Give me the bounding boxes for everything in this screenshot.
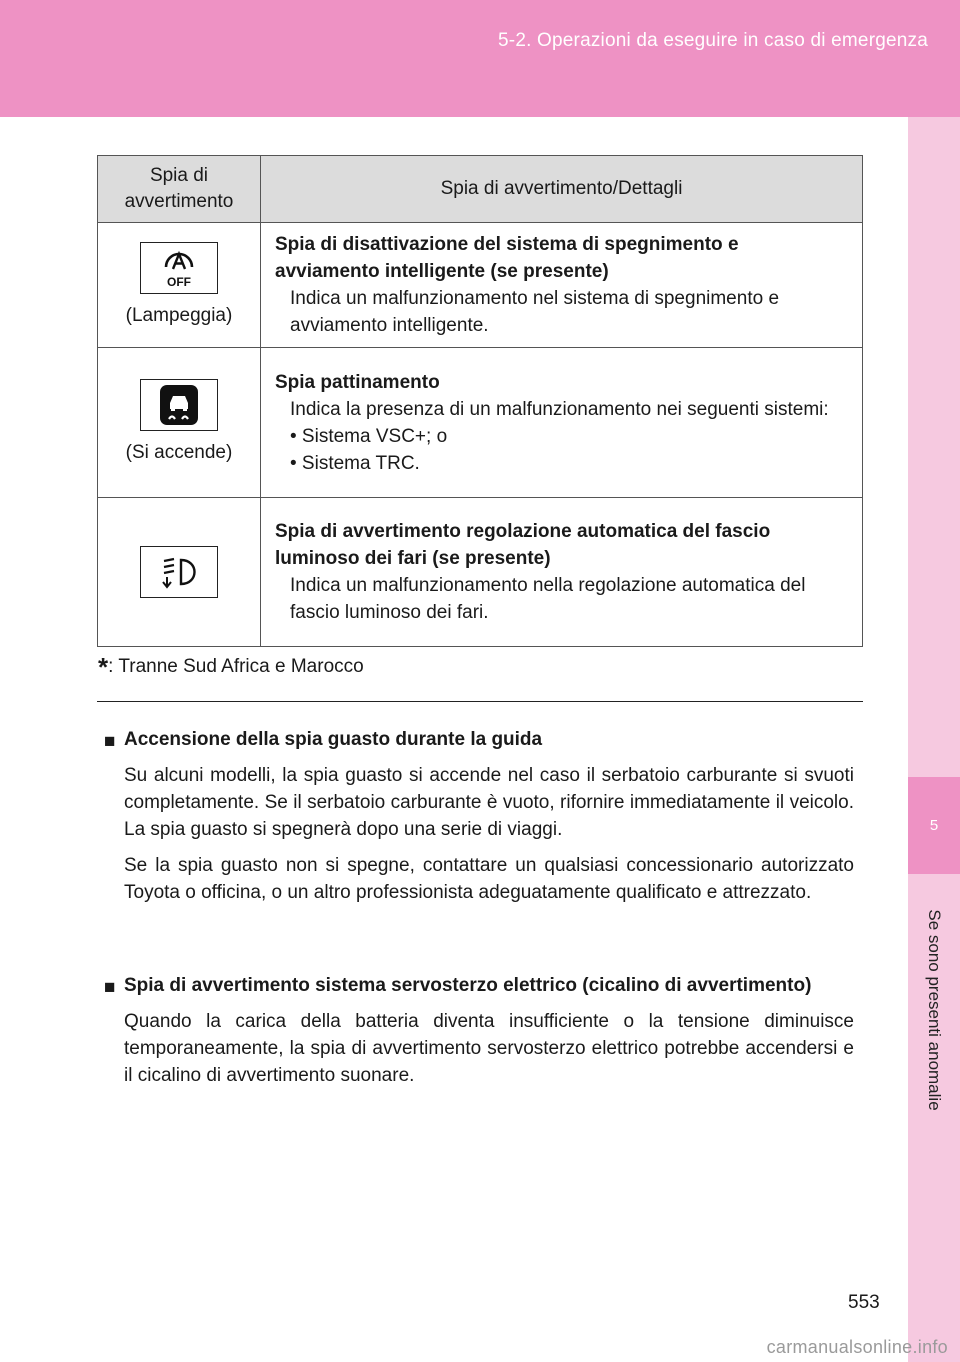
side-chapter-label: Se sono presenti anomalie — [925, 909, 944, 1111]
row-description: Indica un malfunzionamento nel sistema di spegnimento e avviamento intelligente. — [290, 288, 780, 336]
row-bullet: • Sistema VSC+; o — [290, 425, 448, 447]
row-description: Indica un malfunzionamento nella regolazione automatica del fascio luminoso dei fari. — [290, 575, 806, 623]
status-label: (Lampeggia) — [125, 304, 233, 326]
table-detail-cell — [261, 348, 863, 498]
table-detail-cell — [261, 498, 863, 647]
slip-indicator-icon — [140, 379, 218, 431]
table-header-row — [98, 156, 863, 223]
section-divider — [97, 701, 863, 702]
table-row — [98, 348, 863, 498]
table-detail-cell — [261, 223, 863, 348]
warning-lights-table — [97, 155, 863, 647]
section-title: Accensione della spia guasto durante la guida — [124, 729, 543, 750]
watermark: carmanualsonline.info — [766, 1337, 948, 1357]
table-footnote — [98, 652, 364, 683]
row-title: Spia di avvertimento regolazione automatica del fascio luminoso dei fari (se presente) — [275, 521, 771, 569]
page-number: 553 — [848, 1292, 880, 1313]
footnote-star: * — [98, 652, 109, 682]
section-paragraph: Quando la carica della batteria diventa insufficiente o la tensione diminuisce temporaneamente, la spia di avvertimento servosterzo elettrico potrebbe accendersi e il cicalino di avvertimento suonare. — [124, 1011, 854, 1086]
table-header-details-col: Spia di avvertimento/Dettagli — [261, 156, 863, 223]
square-bullet-icon: ■ — [104, 731, 116, 752]
section-power-steering — [104, 972, 854, 1089]
row-description: Indica la presenza di un malfunzionamento nei seguenti sistemi: — [290, 398, 829, 420]
status-label: (Si accende) — [125, 442, 233, 463]
table-header-icon-col: Spia di avvertimento — [98, 156, 261, 223]
section-paragraph: Su alcuni modelli, la spia guasto si accende nel caso il serbatoio carburante si svuoti completamente. Se il serbatoio carburante è vuoto, rifornire immediatamente il veicolo. La spia guasto si spegnerà dopo una serie di viaggi. — [124, 765, 854, 840]
chapter-title: 5-2. Operazioni da eseguire in caso di emergenza — [498, 30, 928, 51]
off-label: OFF — [167, 274, 191, 289]
table-row — [98, 223, 863, 348]
section-heading — [104, 972, 854, 999]
table-icon-cell — [98, 498, 261, 647]
section-paragraph: Se la spia guasto non si spegne, contattare un qualsiasi concessionario autorizzato Toyota o officina, o un altro professionista adeguatamente qualificato e attrezzato. — [124, 855, 854, 903]
footnote-text: : Tranne Sud Africa e Marocco — [108, 656, 364, 677]
table-icon-cell — [98, 348, 261, 498]
table-row — [98, 498, 863, 647]
row-bullet: • Sistema TRC. — [290, 452, 420, 474]
section-check-engine — [104, 726, 854, 906]
side-chapter-number: 5 — [908, 777, 960, 874]
square-bullet-icon: ■ — [104, 977, 116, 998]
headlight-leveling-icon — [140, 546, 218, 598]
side-chapter-tab — [908, 117, 960, 1362]
section-title: Spia di avvertimento sistema servosterzo elettrico (cicalino di avvertimento) — [124, 975, 812, 996]
page-header — [0, 0, 960, 117]
table-icon-cell — [98, 223, 261, 348]
section-heading — [104, 726, 854, 753]
smart-entry-off-icon — [140, 242, 218, 294]
row-title: Spia di disattivazione del sistema di spegnimento e avviamento intelligente (se presente) — [275, 234, 739, 282]
row-title: Spia pattinamento — [275, 371, 440, 393]
